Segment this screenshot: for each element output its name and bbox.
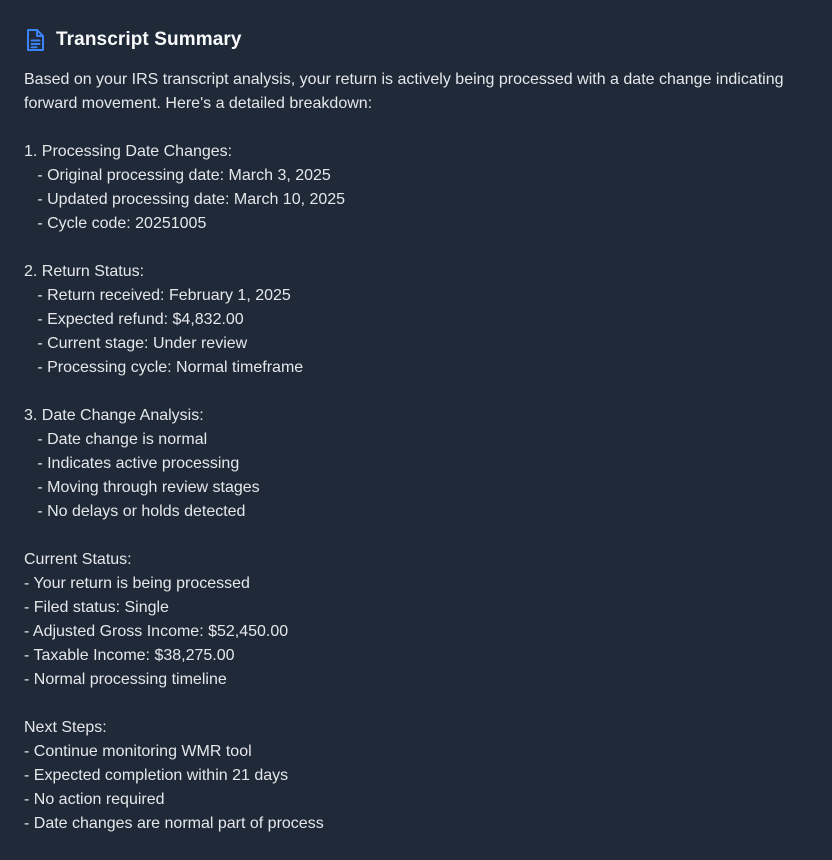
list-item: - Date changes are normal part of process xyxy=(24,815,324,832)
list-item: - Continue monitoring WMR tool xyxy=(24,743,252,760)
list-item: - Expected refund: $4,832.00 xyxy=(24,311,244,328)
summary-content xyxy=(24,68,808,836)
section-title: Current Status: xyxy=(24,551,132,568)
list-item: - No action required xyxy=(24,791,165,808)
section-title: 1. Processing Date Changes: xyxy=(24,143,233,160)
list-item: - Moving through review stages xyxy=(24,479,260,496)
summary-title: Transcript Summary xyxy=(56,29,242,50)
list-item: - Return received: February 1, 2025 xyxy=(24,287,291,304)
list-item: - Your return is being processed xyxy=(24,575,250,592)
section-date-change-analysis xyxy=(24,404,808,524)
list-item: - Adjusted Gross Income: $52,450.00 xyxy=(24,623,289,640)
document-icon xyxy=(24,28,46,52)
list-item: - Current stage: Under review xyxy=(24,335,248,352)
list-item: - Updated processing date: March 10, 2025 xyxy=(24,191,346,208)
section-return-status xyxy=(24,260,808,380)
list-item: - Cycle code: 20251005 xyxy=(24,215,207,232)
list-item: - Filed status: Single xyxy=(24,599,169,616)
section-title: 3. Date Change Analysis: xyxy=(24,407,204,424)
list-item: - Original processing date: March 3, 2025 xyxy=(24,167,331,184)
section-title: 2. Return Status: xyxy=(24,263,145,280)
list-item: - Normal processing timeline xyxy=(24,671,227,688)
list-item: - Indicates active processing xyxy=(24,455,240,472)
list-item: - Expected completion within 21 days xyxy=(24,767,289,784)
intro-text: Based on your IRS transcript analysis, your return is actively being processed with a date change indicating forward movement. Here's a detailed breakdown: xyxy=(24,71,784,112)
section-processing-date-changes xyxy=(24,140,808,236)
section-title: Next Steps: xyxy=(24,719,107,736)
list-item: - Date change is normal xyxy=(24,431,208,448)
list-item: - Taxable Income: $38,275.00 xyxy=(24,647,235,664)
list-item: - Processing cycle: Normal timeframe xyxy=(24,359,304,376)
section-current-status xyxy=(24,548,808,692)
section-next-steps xyxy=(24,716,808,836)
list-item: - No delays or holds detected xyxy=(24,503,246,520)
summary-header xyxy=(24,26,808,54)
